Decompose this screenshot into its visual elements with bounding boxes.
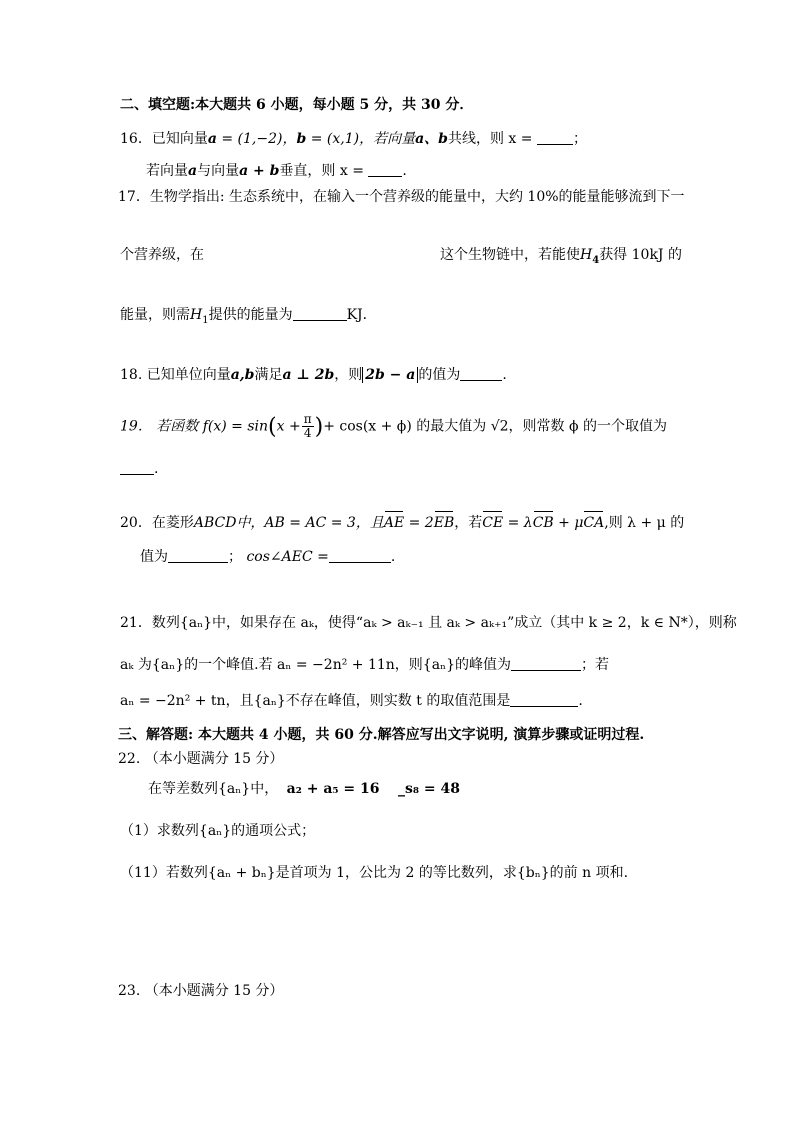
q21-line2-end: ；若 [581, 657, 610, 673]
q18-abs [362, 367, 418, 383]
q18-mid2: ，则 [334, 367, 363, 383]
section3-heading: 三、解答题: 本大题共 4 小题，共 60 分.解答应写出文字说明, 演算步骤或证明过程. [118, 727, 645, 743]
q16-answer-blank-1[interactable] [537, 130, 573, 145]
q18-line [120, 365, 507, 385]
q21-answer-blank-2[interactable] [510, 692, 578, 707]
q20-line2-semi: ； [228, 549, 242, 565]
q22-eq1: a₂ + a₅ = 16 [286, 781, 380, 797]
q17-line2-right [440, 245, 682, 271]
q20-line2 [140, 547, 395, 567]
q19-frac-num: π [303, 412, 312, 426]
q19-line1 [120, 413, 667, 440]
q16-line2-vec-a: a [188, 163, 198, 179]
q19-line2-end: . [154, 461, 159, 477]
q18-pre: 18. 已知单位向量 [120, 367, 231, 383]
q22-title: 22. （本小题满分 15 分） [118, 751, 284, 767]
q16-vec-a: a [207, 131, 217, 147]
q17-line3-end: KJ． [346, 307, 377, 323]
q21-line3 [120, 691, 583, 711]
q18-dot: . [502, 367, 507, 383]
q20-line1 [120, 513, 684, 533]
q21-line2 [120, 655, 609, 675]
q21-line3-pre: aₙ = −2n² + tn，且{aₙ}不存在峰值，则实数 t 的取值范围是 [120, 693, 511, 709]
q18-vars: a,b [230, 367, 255, 383]
q20-vec-cb: CB [532, 515, 554, 531]
q16-line2-end: 垂直，则 x = [279, 163, 364, 179]
q20-cos: cos∠AEC = [246, 549, 329, 565]
q22-part1: （1）求数列{aₙ}的通项公式； [120, 823, 316, 839]
q20-mid: 中，AB = AC = 3，且 [236, 515, 384, 531]
q19-fraction [302, 413, 314, 440]
q22-stem [148, 779, 460, 799]
q19-paren-close: ) [314, 414, 324, 440]
q16-answer-blank-2[interactable] [368, 162, 402, 177]
q16-vec-b: b [296, 131, 307, 147]
q19-frac-den: 4 [303, 426, 312, 440]
q17-var-h1-sub: 1 [202, 314, 209, 326]
q20-plus-mu: + μ [553, 515, 584, 531]
q16-line2-pre: 若向量 [146, 163, 188, 179]
q20-vec-ae: AE [383, 515, 405, 531]
q18-answer-blank[interactable] [460, 366, 502, 381]
q16-eq-a: = (1,−2)， [216, 131, 297, 147]
q20-mid2: ，若 [454, 515, 483, 531]
q17-line3-pre: 能量，则需 [120, 307, 190, 323]
q16-num: 16．已知向量 [120, 131, 208, 147]
q20-eq-2: = 2 [404, 515, 434, 531]
q17-line3-mid: 提供的能量为 [208, 307, 293, 323]
q19-line2 [120, 459, 158, 479]
q16-line2 [146, 161, 407, 181]
q20-line1-end: ,则 λ + μ 的 [604, 515, 685, 531]
q19-mid: + cos(x + ϕ) 的最大值为 √2，则常数 ϕ 的一个取值为 [323, 418, 667, 435]
q22-stem-pre: 在等差数列{aₙ}中， [148, 781, 279, 797]
q16-line2-vec-sum: a + b [239, 163, 280, 179]
q20-vec-eb: EB [433, 515, 455, 531]
q17-var-h1: H [190, 307, 203, 323]
q18-mid: 满足 [254, 367, 283, 383]
q21-line2-pre: aₖ 为{aₙ}的一个峰值.若 aₙ = −2n² + 11n，则{aₙ}的峰值为 [120, 657, 512, 673]
q21-answer-blank-1[interactable] [511, 656, 581, 671]
q16-line1 [120, 129, 587, 149]
q18-perp: a ⊥ 2b [282, 367, 335, 383]
q23-title: 23. （本小题满分 15 分） [118, 983, 284, 999]
q16-semicolon: ； [572, 131, 587, 147]
q19-answer-blank[interactable] [120, 460, 154, 475]
q20-abcd: ABCD [193, 515, 237, 531]
q22-part2: （11）若数列{aₙ + bₙ}是首项为 1，公比为 2 的等比数列，求{bₙ}的前 n 项和. [120, 865, 629, 881]
q18-end: 的值为 [418, 367, 461, 383]
q17-line2-right-pre: 这个生物链中，若能使 [440, 247, 580, 263]
q17-var-h4-sub: 4 [592, 254, 600, 266]
q16-line2-mid: 与向量 [197, 163, 240, 179]
q16-collinear-text: 共线，则 x = [447, 131, 533, 147]
q20-answer-blank-2[interactable] [329, 548, 391, 563]
q17-answer-blank[interactable] [293, 306, 347, 321]
q19-x-plus: x + [276, 418, 301, 435]
q21-line1: 21．数列{aₙ}中，如果存在 aₖ，使得“aₖ > aₖ₋₁ 且 aₖ > aₖ₊₁”成立（其中 k ≥ 2，k ∈ N*），则称 [120, 615, 737, 631]
q20-answer-blank-1[interactable] [168, 548, 228, 563]
q19-paren-open: ( [268, 414, 277, 440]
q21-line3-end: . [578, 693, 583, 709]
q17-line2-right-end: 获得 10kJ 的 [599, 247, 682, 263]
q17-line2-left: 个营养级，在 [120, 247, 204, 263]
q20-line2-pre: 值为 [140, 549, 168, 565]
q20-vec-ce: CE [482, 515, 504, 531]
q20-eq-lambda: = λ [503, 515, 533, 531]
q17-line3 [120, 305, 377, 331]
q16-line2-dot: . [402, 163, 407, 179]
q20-line2-end: . [390, 549, 396, 565]
q16-vec-ab: a、b [415, 131, 448, 147]
q22-eq2: _s₈ = 48 [397, 781, 460, 797]
q17-var-h4: H [580, 247, 593, 263]
q16-eq-b: = (x,1)，若向量 [306, 131, 416, 147]
section2-heading: 二、填空题:本大题共 6 小题，每小题 5 分，共 30 分． [120, 97, 474, 113]
q19-pre: 19． 若函数 f(x) = sin [120, 418, 269, 435]
q17-line1: 17．生物学指出: 生态系统中，在输入一个营养级的能量中，大约 10%的能量能够流到下一 [118, 189, 685, 205]
q18-abs-expr: 2b − a [365, 367, 416, 383]
q20-pre: 20．在菱形 [120, 515, 194, 531]
q20-vec-ca: CA [583, 515, 605, 531]
